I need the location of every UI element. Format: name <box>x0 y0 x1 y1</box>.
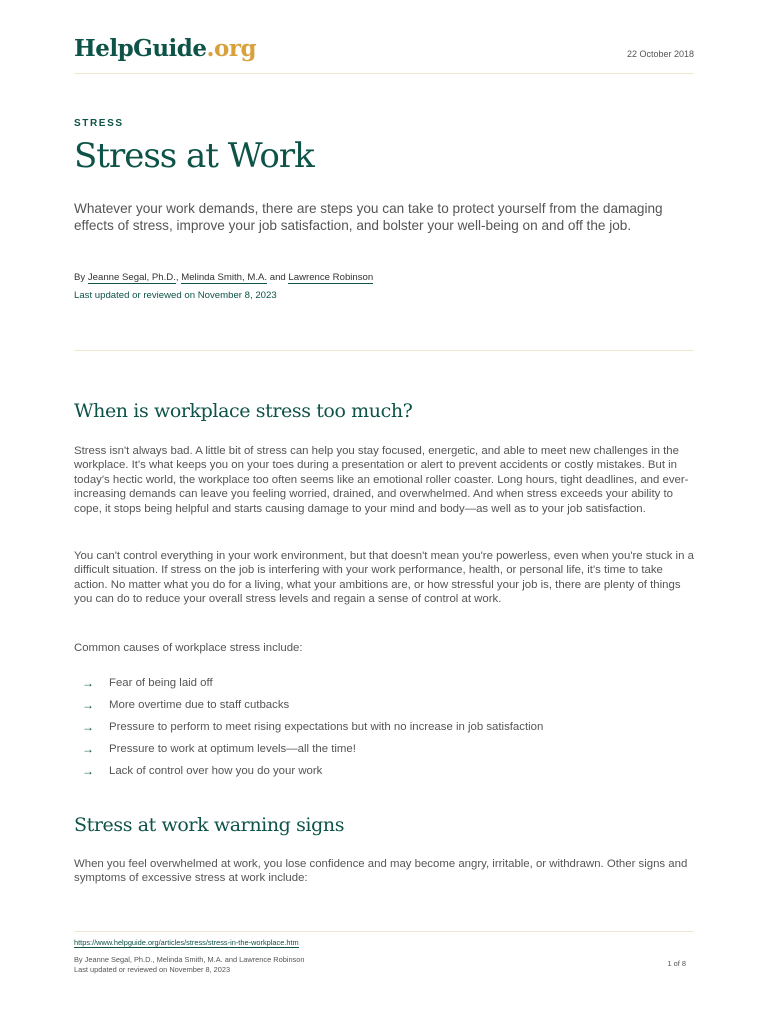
paragraph: You can't control everything in your work environment, but that doesn't mean you're powerless, even when you're stuck in a difficult situation. If stress on the job is interfering with your work performance, health, or personal life, it's time to take action. No matter what you do for a living, what your ambitions are, or how stressful your job is, there are plenty of things you can do to reduce your overall stress levels and regain a sense of control at work. <box>74 550 694 606</box>
section-heading-warning-signs: Stress at work warning signs <box>74 814 345 836</box>
source-url-link[interactable]: https://www.helpguide.org/articles/stress/stress-in-the-workplace.htm <box>74 938 299 947</box>
arrow-right-icon: → <box>82 764 94 778</box>
author-link-lawrence-robinson[interactable]: Lawrence Robinson <box>288 272 374 283</box>
list-item: → Pressure to work at optimum levels—all the time! <box>82 742 356 756</box>
paragraph: Stress isn't always bad. A little bit of stress can help you stay focused, energetic, and able to meet new challenges in the workplace. It's what keeps you on your toes during a presentation or alert to prevent accidents or costly mistakes. But in today's hectic world, the workplace too often seems like an emotional roller coaster. Long hours, tight deadlines, and ever-increasing demands can leave you feeling worried, drained, and overwhelmed. And when stress exceeds your ability to cope, it stops being helpful and starts causing damage to your mind and body—as well as to your job satisfaction. <box>74 445 689 515</box>
arrow-right-icon: → <box>82 698 94 712</box>
arrow-right-icon: → <box>82 720 94 734</box>
arrow-right-icon: → <box>82 676 94 690</box>
document-page <box>74 0 694 1024</box>
paragraph: When you feel overwhelmed at work, you lose confidence and may become angry, irritable, or withdrawn. Other signs and symptoms of excessive stress at work include: <box>74 858 688 885</box>
article-lead: Whatever your work demands, there are steps you can take to protect yourself from the damaging effects of stress, improve your job satisfaction, and bolster your well-being on and off the job. <box>74 201 663 233</box>
causes-list <box>82 672 694 782</box>
list-item: → Lack of control over how you do your work <box>82 764 323 778</box>
author-link-jeanne-segal[interactable]: Jeanne Segal, Ph.D. <box>87 272 176 283</box>
page-header <box>74 33 694 74</box>
divider <box>74 350 694 351</box>
category-label[interactable]: STRESS <box>74 118 124 129</box>
last-updated: Last updated or reviewed on November 8, 2023 <box>74 290 277 301</box>
footer-divider <box>74 931 694 932</box>
footer-byline: By Jeanne Segal, Ph.D., Melinda Smith, M.A. and Lawrence Robinson Last updated or reviewed on November 8, 2023 <box>74 955 305 974</box>
page-number: 1 of 8 <box>667 959 686 968</box>
print-date: 22 October 2018 <box>626 49 694 59</box>
author-link-melinda-smith[interactable]: Melinda Smith, M.A. <box>181 272 268 283</box>
page-title: Stress at Work <box>74 136 314 176</box>
list-item: → Pressure to perform to meet rising expectations but with no increase in job satisfaction <box>82 720 544 734</box>
arrow-right-icon: → <box>82 742 94 756</box>
list-item: → Fear of being laid off <box>82 676 213 690</box>
helpguide-logo[interactable]: HelpGuide.org <box>74 35 257 62</box>
list-item: → More overtime due to staff cutbacks <box>82 698 290 712</box>
list-intro: Common causes of workplace stress include: <box>74 642 303 654</box>
section-heading-workplace-stress: When is workplace stress too much? <box>74 400 413 422</box>
byline: By Jeanne Segal, Ph.D., Melinda Smith, M.A. and Lawrence Robinson <box>74 272 374 283</box>
